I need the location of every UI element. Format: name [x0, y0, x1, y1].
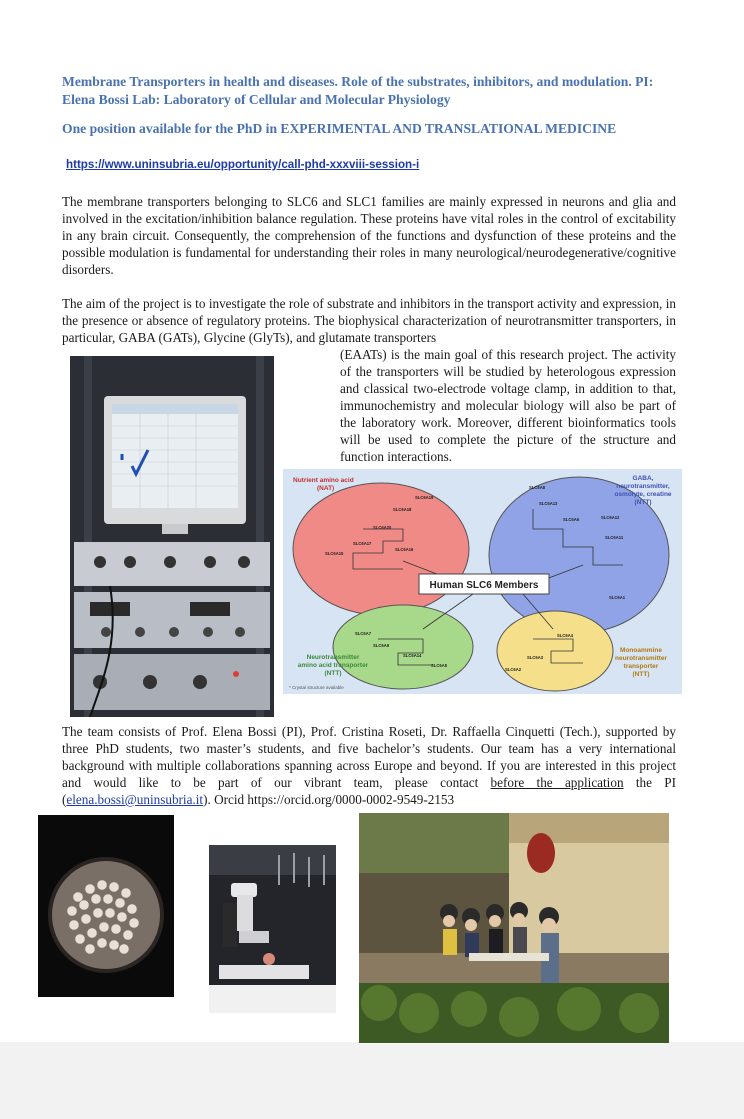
- paragraph-intro: The membrane transporters belonging to SLC6 and SLC1 families are mainly expressed in neurons and glia and involved in the excitation/inhibition balance regulation. These proteins have vital roles in the control of excitability in any brain circuit. Consequently, the comprehension of the functions and dysfunction of these proteins and the possible modulation is fundamental for understanding their roles in many neurological/neurodegenerative/cognitive disorders.: [62, 194, 676, 277]
- lab-equipment-photo: [70, 356, 274, 717]
- gaba-title-1: GABA,: [632, 475, 654, 482]
- gene-label: SLC6A8: [529, 485, 546, 490]
- ntt-title-2: amino acid transporter: [297, 662, 369, 669]
- paragraph-team: [62, 723, 676, 808]
- gene-label: SLC6A15: [325, 551, 344, 556]
- paragraph-aim: The aim of the project is to investigate the role of substrate and inhibitors in the transport activity and expression, in the presence or absence of regulatory proteins. The biophysical characterization of neurotransmitter transporters, in particular, GABA (GATs), Glycine (GlyTs), and glutamate transporters: [62, 296, 676, 345]
- gene-label: SLC6A17: [353, 541, 372, 546]
- mono-title-4: (NTT): [632, 671, 650, 678]
- call-link[interactable]: https://www.uninsubria.eu/opportunity/call-phd-xxxviii-session-i: [66, 158, 420, 171]
- nat-subtitle: (NAT): [317, 485, 335, 492]
- before-application-text: before the application: [490, 775, 624, 790]
- mono-title-3: transporter: [623, 663, 659, 670]
- nat-title: Nutrient amino acid: [293, 477, 354, 484]
- gene-label: SLC6A20: [373, 525, 392, 530]
- gene-label: SLC6A11: [605, 535, 624, 540]
- ntt-title-3: (NTT): [324, 670, 342, 677]
- gene-label: SLC6A3: [527, 655, 544, 660]
- gene-label: SLC6A18: [393, 507, 412, 512]
- gene-label: SLC6A13: [539, 501, 558, 506]
- orcid-text: ). Orcid https://orcid.org/0000-0002-9549-2153: [203, 792, 455, 807]
- gene-label: SLC6A12: [601, 515, 620, 520]
- mono-title-1: Monoammine: [620, 647, 662, 654]
- gene-label: SLC6A16: [395, 547, 414, 552]
- ntt-title-1: Neurotransmitter: [306, 654, 360, 661]
- paragraph-methods: (EAATs) is the main goal of this research project. The activity of the transporters will be studied by heterologous expression and classical two-electrode voltage clamp, in addition to that, immunochemistry and molecular biology will also be part of the laboratory work. Moreover, different bioinformatics tools will be used to complete the picture of the structure and function interactions.: [340, 347, 676, 464]
- slc6-diagram: [283, 469, 682, 694]
- gene-label: SLC6A14: [403, 653, 422, 658]
- gene-label: SLC6A5: [431, 663, 448, 668]
- position-announcement: One position available for the PhD in EXPERIMENTAL AND TRANSLATIONAL MEDICINE: [62, 121, 617, 136]
- team-text: The team consists of Prof. Elena Bossi (PI), Prof. Cristina Roseti, Dr. Raffaella Cinquetti (Tech.), supported by three PhD students, two master’s students, and five bachelor’s students. Our team has a very international background with multiple collaborations spanning across Europe and beyond. If you are interested in this project and would like to be part of our vibrant team, please contact: [62, 724, 676, 790]
- diagram-center-label: Human SLC6 Members: [429, 580, 539, 591]
- gene-label: SLC6A1: [609, 595, 626, 600]
- project-title: Membrane Transporters in health and diseases. Role of the substrates, inhibitors, and modulation. PI: Elena Bossi Lab: Laboratory of Cellular and Molecular Physiology: [62, 74, 654, 107]
- mono-title-2: neurotransmitter: [614, 655, 668, 662]
- oocytes-photo: [38, 815, 174, 997]
- gene-label: SLC6A19: [415, 495, 434, 500]
- gaba-title-2: neurotransmitter,: [616, 483, 670, 490]
- microscope-photo: [209, 845, 336, 1013]
- diagram-footnote: * Crystal structure available: [289, 685, 344, 690]
- gene-label: SLC6A2: [505, 667, 522, 672]
- gene-label: SLC6A7: [355, 631, 372, 636]
- team-photo: [359, 813, 669, 1043]
- team-text-2: the PI (: [62, 775, 676, 807]
- pi-email-link[interactable]: elena.bossi@uninsubria.it: [66, 792, 204, 807]
- gene-label: SLC6A6: [563, 517, 580, 522]
- gene-label: SLC6A4: [557, 633, 574, 638]
- gene-label: SLC6A9: [373, 643, 390, 648]
- gaba-title-3: osmolyte, creatine: [614, 491, 672, 498]
- gaba-title-4: (NTT): [634, 499, 652, 506]
